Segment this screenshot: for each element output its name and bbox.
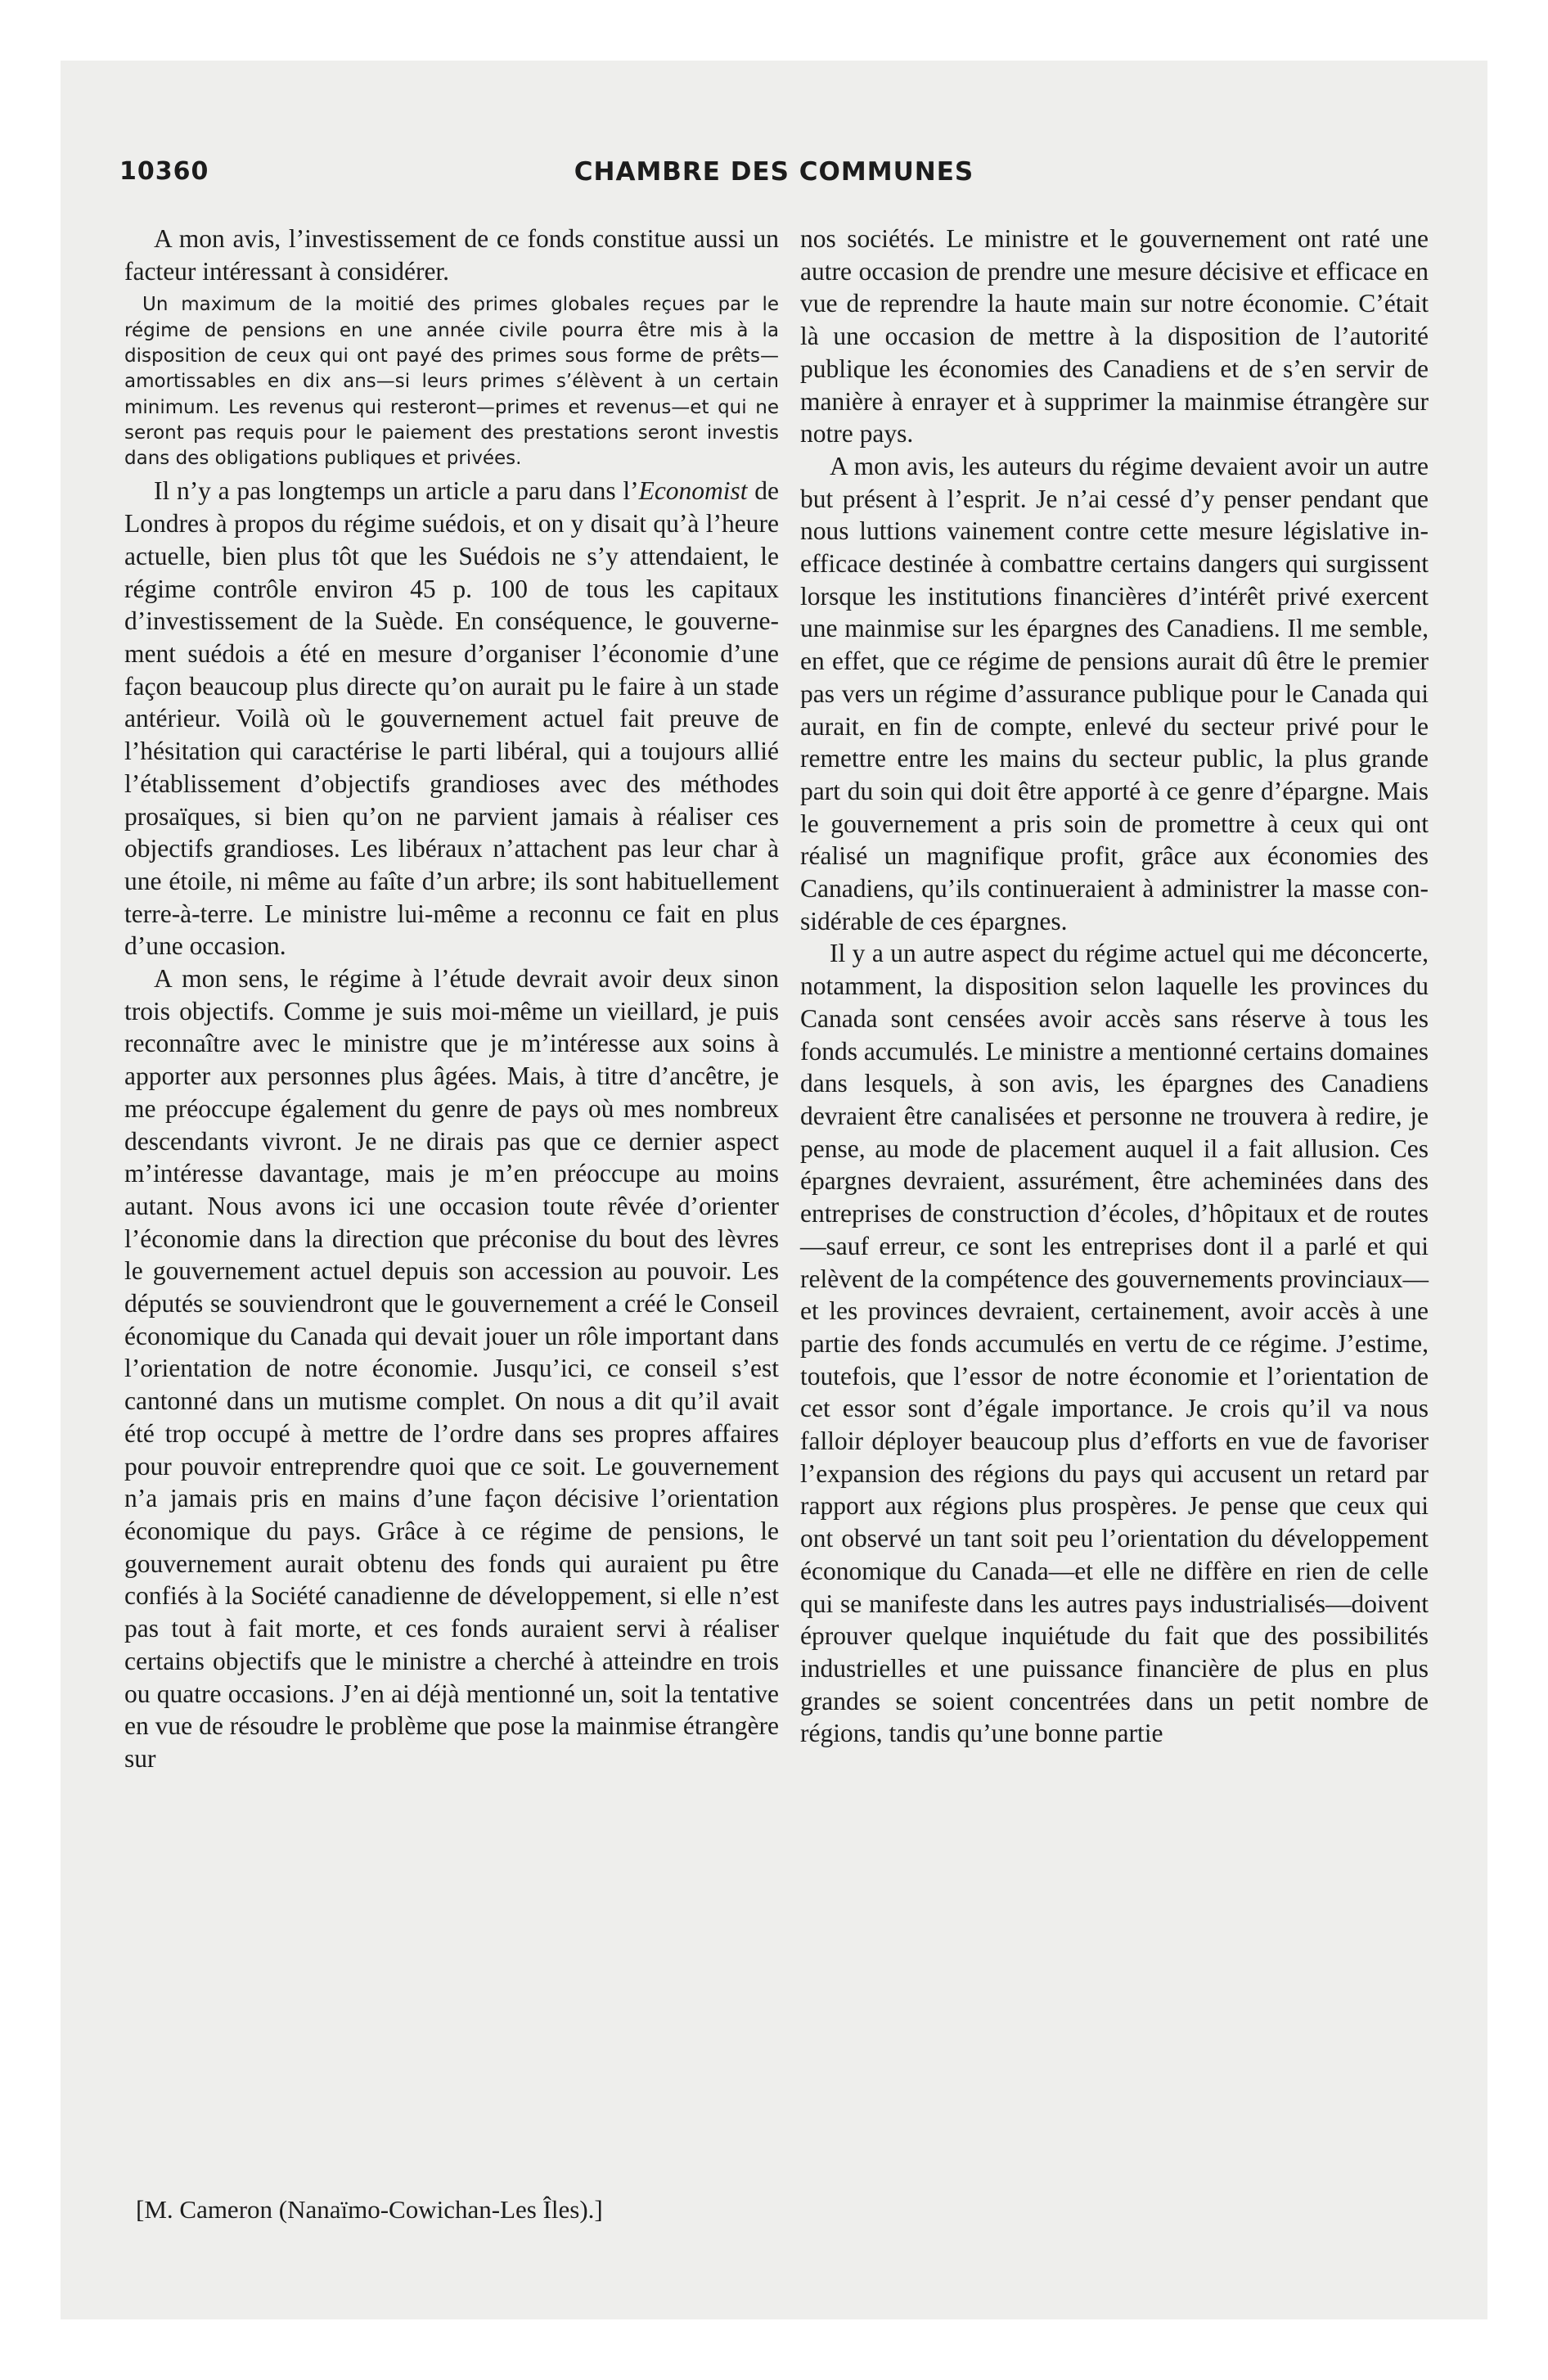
hansard-page — [61, 61, 1487, 2319]
running-head: CHAMBRE DES COMMUNES — [574, 157, 974, 187]
page-header — [119, 157, 1429, 203]
quoted-passage: Un maximum de la moitié des primes globales reçues par le régime de pensions en une année civile pourra être mis à la disposition de ceux qui ont payé des primes sous forme de prêts—amortissables en dix ans—si leurs primes s’élèvent à un certain minimum. Les revenus qui resteront—primes et revenus—et qui ne seront pas requis pour le paiement des prestations seront investis dans des obligations publiques et privées. — [124, 294, 779, 470]
paragraph: nos sociétés. Le ministre et le gouvernement ont raté une autre occasion de prendre une mesure décisive et efficace en vue de reprendre la haute main sur notre économie. C’était là une occasion de mettre à la disposition de l’autorité publique les économies des Canadiens et de s’en servir de manière à enrayer et à supprimer la mainmise étrangère sur notre pays. — [800, 224, 1429, 449]
paragraph: Il y a un autre aspect du régime actuel qui me déconcerte, notamment, la disposition selon laquelle les provinces du Canada sont censées avoir accès sans réserve à tous les fonds accumulés. Le ministre a mentionné certains domaines dans lesquels, à son avis, les épargnes des Canadiens devraient être canalisées et personne ne trouvera à redire, je pense, au mode de placement auquel il a fait allusion. Ces épargnes devraient, assurément, être acheminées dans des entreprises de construction d’écoles, d’hôpitaux et de routes—sauf erreur, ce sont les entreprises dont il a parlé et qui relèvent de la compétence des gouvernements provinciaux—et les provinces devraient, certainement, avoir accès à une partie des fonds accumulés en vertu de ce régime. J’estime, toutefois, que l’essor de notre économie et l’orientation de cet essor sont d’égale importance. Je crois qu’il va nous falloir déployer beaucoup plus d’efforts en vue de favoriser l’expansion des régions du pays qui accusent un retard par rapport aux régions plus prospères. Je pense que ceux qui ont observé un tant soit peu l’orientation du développement économique du Canada—et elle ne diffère en rien de celle qui se manifeste dans les autres pays industrialisés—doivent éprouver quelque inquiétude du fait que des possibilités industrielles et une puissance financière de plus en plus grandes se soient concentrées dans un petit nombre de régions, tandis qu’une bonne partie — [800, 939, 1429, 1748]
paragraph — [124, 475, 779, 962]
paragraph-text: Il n’y a pas longtemps un article a paru dans l’ — [154, 476, 639, 506]
publication-title: Economist — [638, 476, 748, 506]
paragraph: A mon avis, les auteurs du régime devaient avoir un autre but présent à l’esprit. Je n’ai cessé d’y penser pendant que nous luttions vainement contre cette mesure législative inefficace destinée à combattre certains dangers qui surgissent lorsque les institutions financières d’intérêt privé exercent une mainmise sur les épargnes des Canadiens. Il me semble, en effet, que ce régime de pensions aurait dû être le premier pas vers un régime d’assurance publique pour le Canada qui aurait, en fin de compte, enlevé du secteur privé pour le remettre entre les mains du secteur public, la plus grande part du soin qui doit être apporté à ce genre d’épargne. Mais le gouvernement a pris soin de promettre à ceux qui ont réalisé un magnifique profit, grâce aux économies des Canadiens, qu’ils continueraient à administrer la masse considérable de ces épargnes. — [800, 451, 1429, 935]
page-number: 10360 — [119, 157, 209, 186]
paragraph-text: de Londres à propos du régime suédois, et on y disait qu’à l’heure actuelle, bien plus tôt que les Suédois ne s’y attendaient, le régime contrôle environ 45 p. 100 de tous les capitaux d’investissement de la Suède. En conséquence, le gouvernement suédois a été en mesure d’organiser l’économie d’une façon beaucoup plus directe qu’on aurait pu le faire à un stade antérieur. Voilà où le gouvernement actuel fait preuve de l’hésitation qui caractérise le parti libéral, qui a toujours allié l’établissement d’objectifs grandioses avec des méthodes prosaïques, si bien qu’on ne parvient jamais à réaliser ces objectifs grandioses. Les libéraux n’attachent pas leur char à une étoile, ni même au faîte d’un arbre; ils sont habituellement terre-à-terre. Le ministre lui-même a reconnu ce fait en plus d’une occasion. — [124, 476, 779, 961]
speaker-attribution: [M. Cameron (Nanaïmo-Cowichan-Les Îles).] — [136, 2195, 603, 2224]
right-column — [800, 223, 1429, 1750]
paragraph: A mon avis, l’investissement de ce fonds constitue aussi un facteur intéressant à considérer. — [124, 224, 779, 286]
paragraph: A mon sens, le régime à l’étude devrait avoir deux sinon trois objectifs. Comme je suis moi-même un vieillard, je puis reconnaître avec le ministre que je m’intéresse aux soins à apporter aux personnes plus âgées. Mais, à titre d’ancêtre, je me préoccupe également du genre de pays où mes nombreux descendants vivront. Je ne dirais pas que ce dernier aspect m’intéresse davantage, mais je m’en préoccupe au moins autant. Nous avons ici une occasion toute rêvée d’orienter l’économie dans la direction que préconise du bout des lèvres le gouvernement actuel depuis son accession au pouvoir. Les députés se souviendront que le gouvernement a créé le Conseil économique du Canada qui devait jouer un rôle important dans l’orientation de notre économie. Jusqu’ici, ce conseil s’est cantonné dans un mutisme complet. On nous a dit qu’il avait été trop occupé à mettre de l’ordre dans ses propres affaires pour pouvoir entreprendre quoi que ce soit. Le gouvernement n’a jamais pris en mains d’une façon décisive l’orientation économique du pays. Grâce à ce régime de pensions, le gouvernement aurait obtenu des fonds qui auraient pu être confiés à la Société canadienne de développement, si elle n’est pas tout à fait morte, et ces fonds auraient servi à réaliser certains objectifs que le ministre a cherché à atteindre en trois ou quatre occasions. J’en ai déjà mentionné un, soit la tentative en vue de résoudre le problème que pose la mainmise étrangère sur — [124, 964, 779, 1773]
left-column — [124, 223, 779, 1775]
